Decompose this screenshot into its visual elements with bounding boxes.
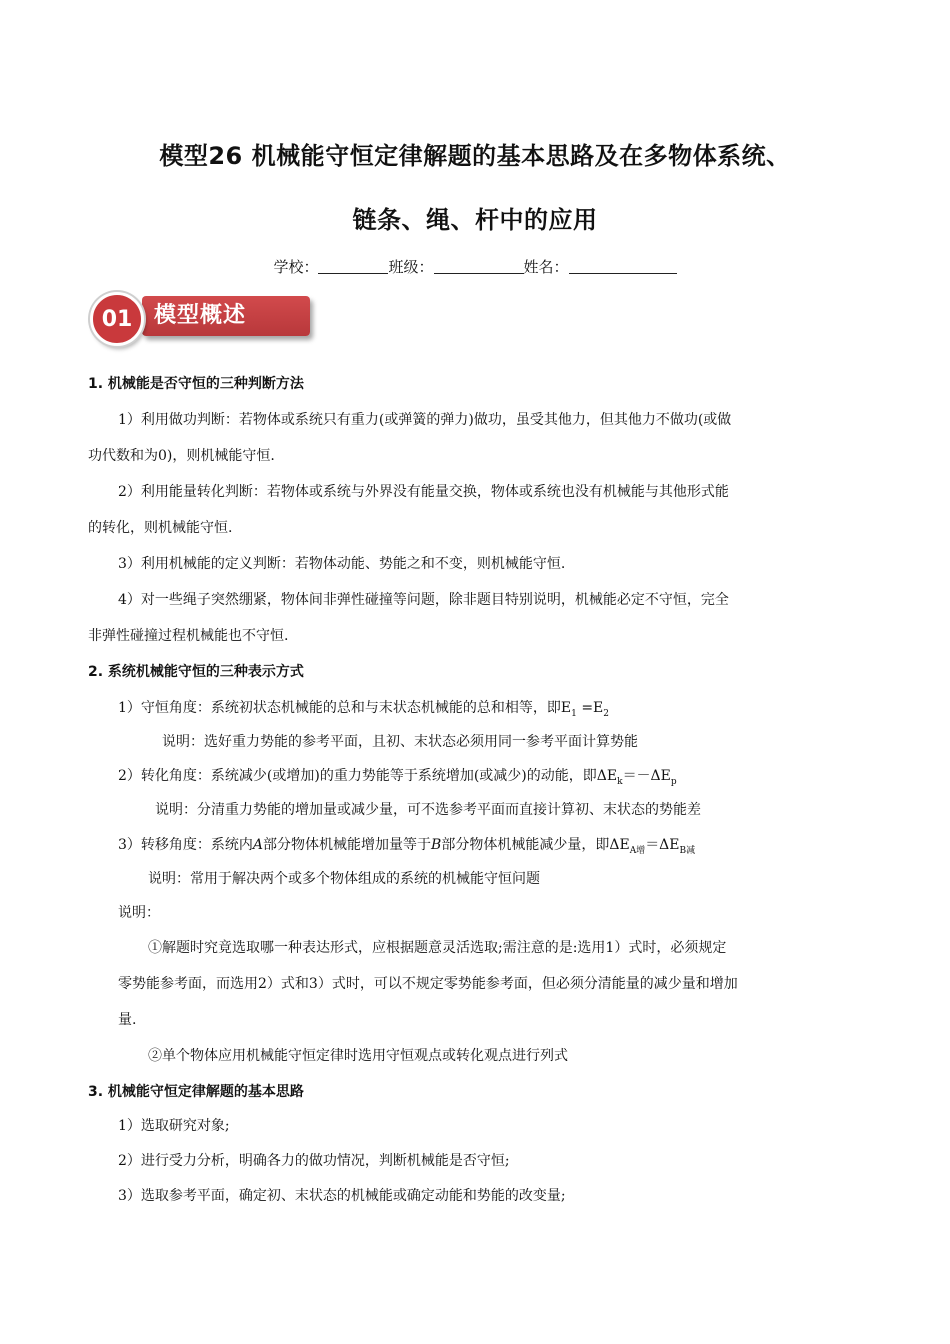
section3-heading: 3. 机械能守恒定律解题的基本思路 [88,1084,304,1100]
student-info-line [0,256,950,277]
s2-note-label: 说明： [118,905,160,921]
section2-heading: 2. 系统机械能守恒的三种表示方式 [88,664,304,680]
school-label: 学校： [273,258,319,276]
section1-heading: 1. 机械能是否守恒的三种判断方法 [88,376,304,392]
badge-number-circle [90,292,144,346]
s1-item3: 3）利用机械能的定义判断：若物体动能、势能之和不变，则机械能守恒. [118,556,566,572]
s2-item2: 2）转化角度：系统减少(或增加)的重力势能等于系统增加(或减少)的动能，即$\Delta E_k=-\Delta E_p$ [118,768,677,787]
section-badge [90,292,315,344]
s2-caution2: ②单个物体应用机械能守恒定律时选用守恒观点或转化观点进行列式 [148,1048,568,1064]
s2-caution1-line2: 零势能参考面，而选用2）式和3）式时，可以不规定零势能参考面，但必须分清能量的减少量和增加 [118,976,738,992]
s2-item1: 1）守恒角度：系统初状态机械能的总和与末状态机械能的总和相等，即$E_1 =E_2$ [118,700,610,719]
s1-item1-line1: 1）利用做功判断：若物体或系统只有重力(或弹簧的弹力)做功，虽受其他力，但其他力不做功(或做 [118,412,732,428]
s1-item2-line1: 2）利用能量转化判断：若物体或系统与外界没有能量交换，物体或系统也没有机械能与其他形式能 [118,484,729,500]
badge-label: 模型概述 [154,303,247,328]
class-label: 班级： [388,258,434,276]
s1-item2-line2: 的转化，则机械能守恒. [88,520,233,536]
s3-item3: 3）选取参考平面，确定初、末状态的机械能或确定动能和势能的改变量; [118,1188,566,1204]
s2-caution1-line1: ①解题时究竟选取哪一种表达形式，应根据题意灵活选取;需注意的是:选用1）式时，必须规定 [148,940,727,956]
s2-note1: 说明：选好重力势能的参考平面，且初、末状态必须用同一参考平面计算势能 [162,734,638,750]
s1-item4-line1: 4）对一些绳子突然绷紧，物体间非弹性碰撞等问题，除非题目特别说明，机械能必定不守恒，完全 [118,592,729,608]
s2-item3: 3）转移角度：系统内A部分物体机械能增加量等于B部分物体机械能减少量，即$\Delta E_{A增}=\Delta E_{B减}$ [118,837,696,856]
page-title-line2: 链条、绳、杆中的应用 [352,206,598,234]
page-title-line1: 模型26 机械能守恒定律解题的基本思路及在多物体系统、 [159,142,791,170]
s3-item1: 1）选取研究对象; [118,1118,230,1134]
name-label: 姓名： [523,258,569,276]
badge-number: 01 [101,306,133,332]
s1-item1-line2: 功代数和为0)，则机械能守恒. [88,448,275,464]
class-blank [434,259,524,274]
school-blank [318,259,388,274]
name-blank [569,259,677,274]
s2-note2: 说明：分清重力势能的增加量或减少量，可不选参考平面而直接计算初、末状态的势能差 [155,802,701,818]
s2-caution1-line3: 量. [118,1012,137,1028]
s1-item4-line2: 非弹性碰撞过程机械能也不守恒. [88,628,289,644]
s3-item2: 2）进行受力分析，明确各力的做功情况，判断机械能是否守恒; [118,1153,510,1169]
s2-note3: 说明：常用于解决两个或多个物体组成的系统的机械能守恒问题 [148,871,540,887]
